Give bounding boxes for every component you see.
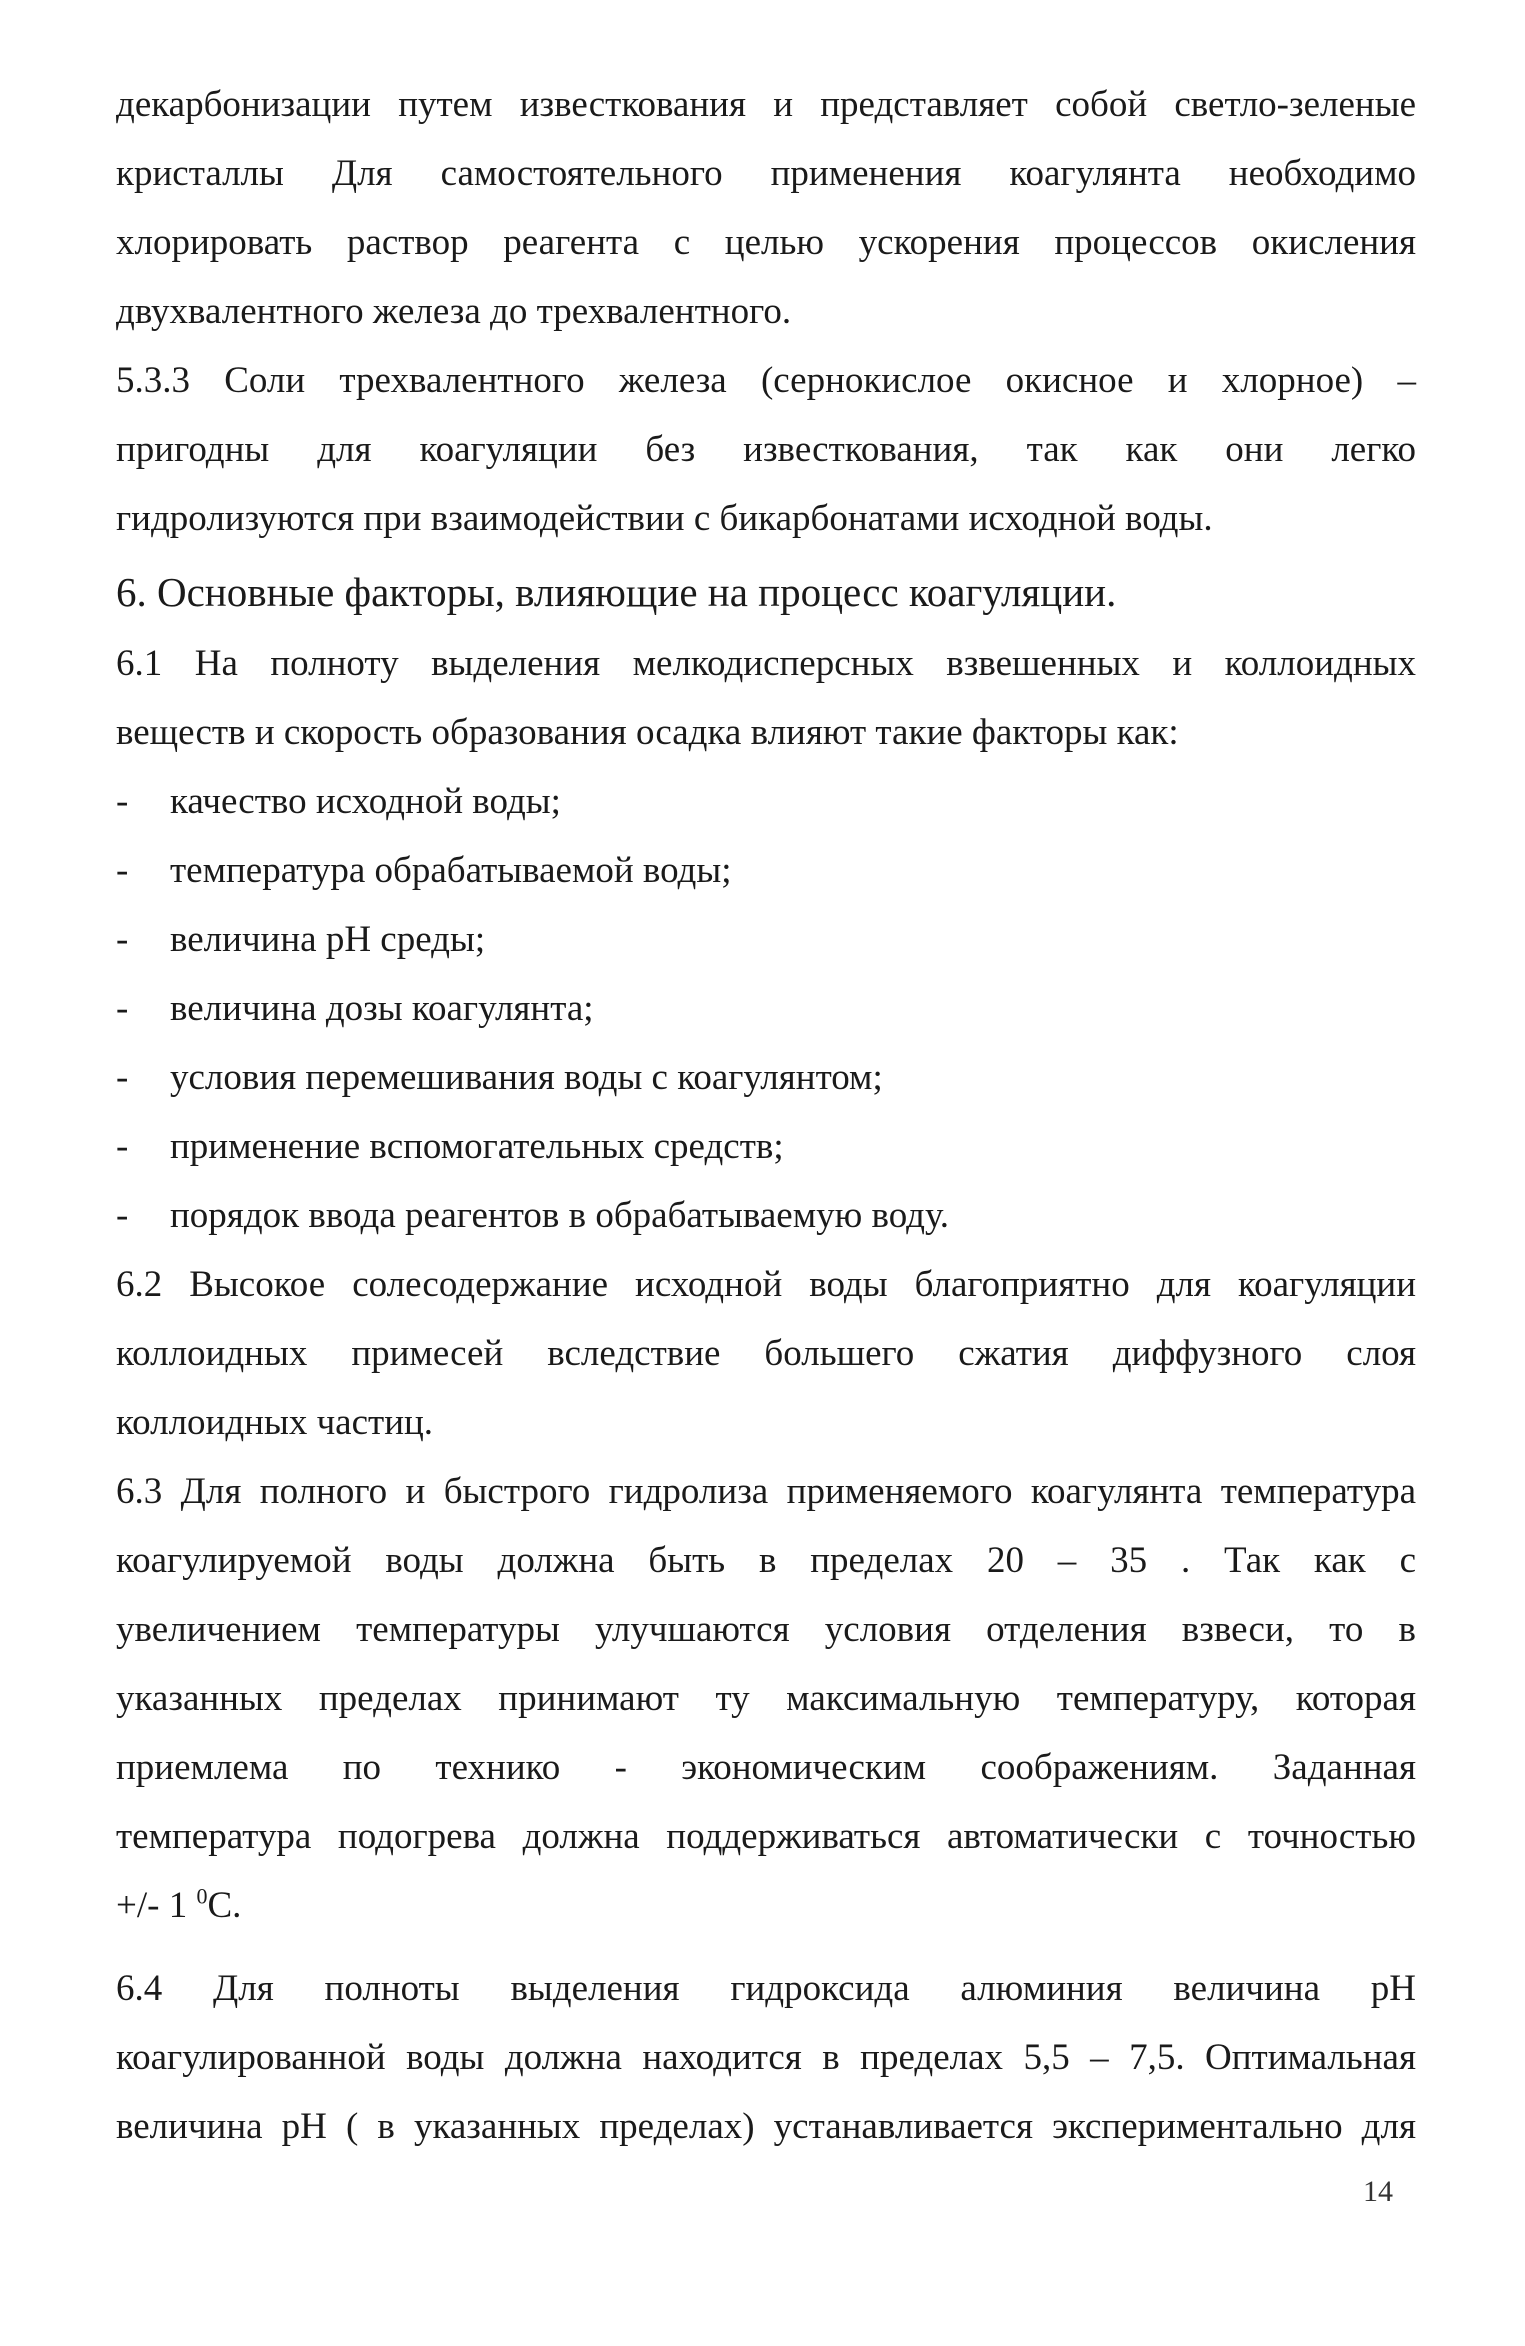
list-item bbox=[116, 1181, 1416, 1250]
text-line: приемлема по технико - экономическим соображениям. Заданная bbox=[116, 1747, 1416, 1788]
text-line: двухвалентного железа до трехвалентного. bbox=[116, 291, 792, 332]
temperature-tolerance bbox=[116, 1871, 1416, 1940]
list-item-text: порядок ввода реагентов в обрабатываемую воду. bbox=[170, 1195, 950, 1236]
text-line: веществ и скорость образования осадка влияют такие факторы как: bbox=[116, 712, 1179, 753]
text-line: коллоидных примесей вследствие большего сжатия диффузного слоя bbox=[116, 1333, 1416, 1374]
text-line: пригодны для коагуляции без известкования, так как они легко bbox=[116, 429, 1416, 470]
text-line: указанных пределах принимают ту максимальную температуру, которая bbox=[116, 1678, 1416, 1719]
text-line: гидролизуются при взаимодействии с бикарбонатами исходной воды. bbox=[116, 498, 1213, 539]
list-item bbox=[116, 1112, 1416, 1181]
list-item bbox=[116, 836, 1416, 905]
list-dash: - bbox=[116, 850, 129, 891]
list-dash: - bbox=[116, 1195, 129, 1236]
text-line: 6.4 Для полноты выделения гидроксида алюминия величина pH bbox=[116, 1968, 1416, 2009]
list-item-text: температура обрабатываемой воды; bbox=[170, 850, 732, 891]
text-line: температура подогрева должна поддерживаться автоматически с точностью bbox=[116, 1816, 1416, 1857]
list-dash: - bbox=[116, 919, 129, 960]
list-item-text: применение вспомогательных средств; bbox=[170, 1126, 784, 1167]
list-item-text: условия перемешивания воды с коагулянтом; bbox=[170, 1057, 883, 1098]
text-line: увеличением температуры улучшаются условия отделения взвеси, то в bbox=[116, 1609, 1416, 1650]
factor-list bbox=[116, 767, 1416, 1250]
tolerance-suffix: С. bbox=[207, 1885, 242, 1926]
list-item bbox=[116, 905, 1416, 974]
text-line: декарбонизации путем известкования и представляет собой светло-зеленые bbox=[116, 84, 1416, 125]
list-item-text: величина pH среды; bbox=[170, 919, 486, 960]
paragraph-6-3 bbox=[116, 1457, 1416, 1940]
list-item-text: величина дозы коагулянта; bbox=[170, 988, 594, 1029]
paragraph-gap bbox=[116, 1940, 1416, 1954]
text-line: 5.3.3 Соли трехвалентного железа (сернокислое окисное и хлорное) – bbox=[116, 360, 1416, 401]
list-item bbox=[116, 1043, 1416, 1112]
paragraph-5-3-3 bbox=[116, 346, 1416, 553]
page-number: 14 bbox=[1363, 2175, 1393, 2208]
paragraph-decarbonization bbox=[116, 70, 1416, 346]
text-line: коагулированной воды должна находится в пределах 5,5 – 7,5. Оптимальная bbox=[116, 2037, 1416, 2078]
text-line: хлорировать раствор реагента с целью ускорения процессов окисления bbox=[116, 222, 1416, 263]
text-line: 6.3 Для полного и быстрого гидролиза применяемого коагулянта температура bbox=[116, 1471, 1416, 1512]
list-dash: - bbox=[116, 1126, 129, 1167]
list-item-text: качество исходной воды; bbox=[170, 781, 561, 822]
paragraph-6-2 bbox=[116, 1250, 1416, 1457]
list-dash: - bbox=[116, 988, 129, 1029]
text-line: коллоидных частиц. bbox=[116, 1402, 434, 1443]
paragraph-6-1 bbox=[116, 629, 1416, 767]
list-dash: - bbox=[116, 781, 129, 822]
section-heading: 6. Основные факторы, влияющие на процесс коагуляции. bbox=[116, 569, 1117, 615]
text-line: 6.1 На полноту выделения мелкодисперсных взвешенных и коллоидных bbox=[116, 643, 1416, 684]
tolerance-prefix: +/- 1 bbox=[116, 1885, 197, 1926]
list-item bbox=[116, 974, 1416, 1043]
list-item bbox=[116, 767, 1416, 836]
text-line: 6.2 Высокое солесодержание исходной воды благоприятно для коагуляции bbox=[116, 1264, 1416, 1305]
text-line: величина pH ( в указанных пределах) устанавливается экспериментально для bbox=[116, 2106, 1416, 2147]
list-dash: - bbox=[116, 1057, 129, 1098]
text-line: коагулируемой воды должна быть в пределах 20 – 35 . Так как с bbox=[116, 1540, 1416, 1581]
paragraph-6-4 bbox=[116, 1954, 1416, 2161]
degree-superscript: 0 bbox=[196, 1883, 208, 1909]
text-line: кристаллы Для самостоятельного применения коагулянта необходимо bbox=[116, 153, 1416, 194]
document-page bbox=[116, 70, 1416, 2161]
